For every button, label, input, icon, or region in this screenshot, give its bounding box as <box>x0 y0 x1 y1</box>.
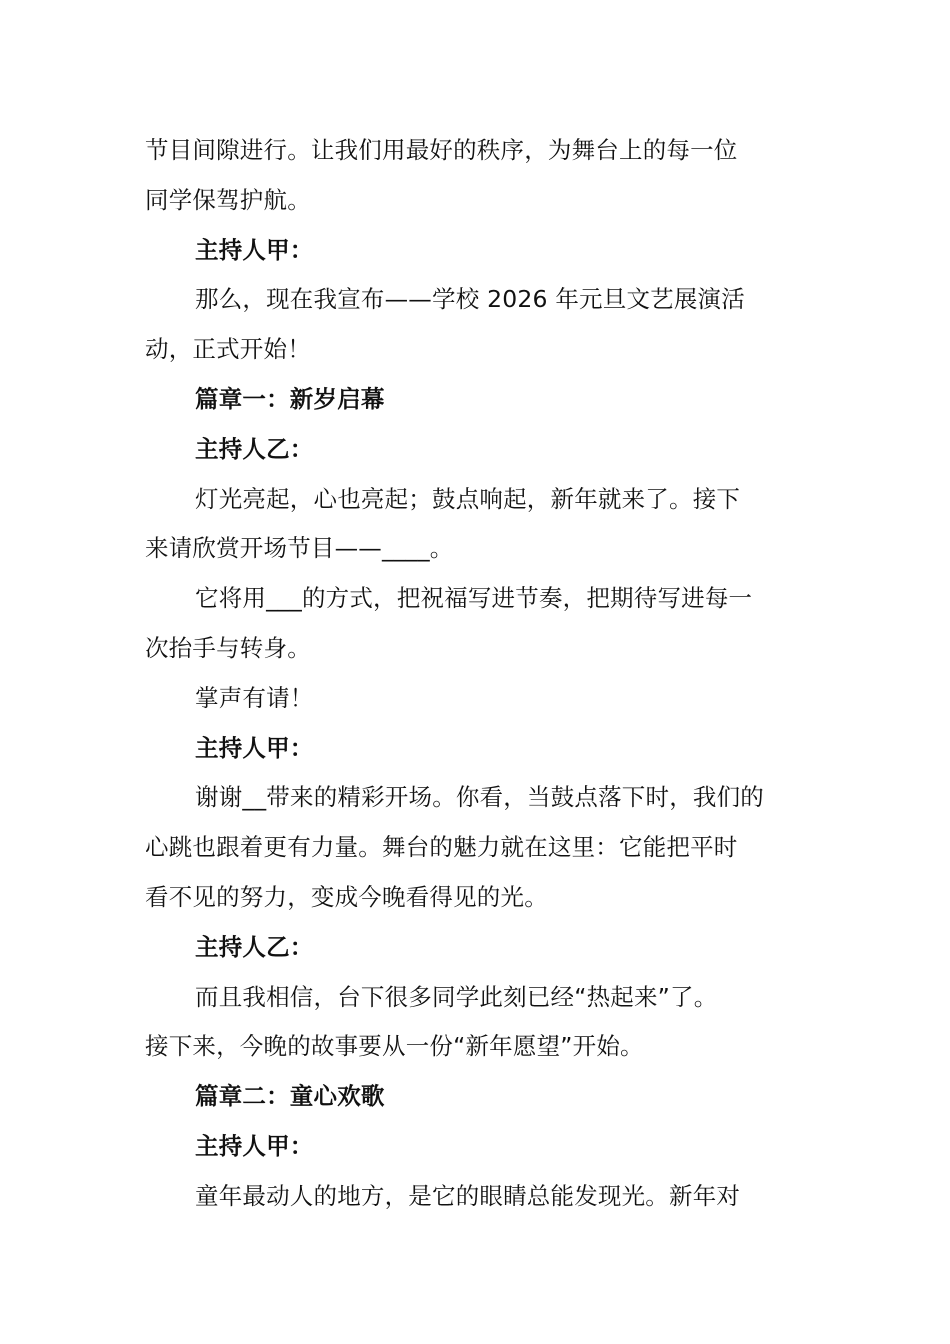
text-line: 童年最动人的地方，是它的眼睛总能发现光。新年对 <box>195 1181 741 1210</box>
text-line: 节目间隙进行。让我们用最好的秩序，为舞台上的每一位 <box>145 136 738 164</box>
speaker-heading: 主持人甲： <box>195 733 314 762</box>
chapter-heading: 篇章二：童心欢歌 <box>195 1082 385 1111</box>
text-line: 心跳也跟着更有力量。舞台的魅力就在这里：它能把平时 <box>145 833 738 862</box>
speaker-heading: 主持人甲： <box>195 1131 314 1160</box>
speaker-heading: 主持人乙： <box>195 932 314 961</box>
text-line: 它将用___的方式，把祝福写进节奏，把期待写进每一 <box>195 584 753 613</box>
text-line: 灯光亮起，心也亮起；鼓点响起，新年就来了。接下 <box>195 484 741 513</box>
speaker-heading: 主持人乙： <box>195 434 314 463</box>
text-line: 谢谢__带来的精彩开场。你看，当鼓点落下时，我们的 <box>195 783 764 812</box>
document-body <box>145 126 810 1222</box>
text-line: 接下来，今晚的故事要从一份“新年愿望”开始。 <box>145 1032 644 1061</box>
chapter-heading: 篇章一：新岁启幕 <box>195 384 385 413</box>
speaker-heading: 主持人甲： <box>195 235 314 264</box>
text-line: 同学保驾护航。 <box>145 185 311 214</box>
text-line: 而且我相信，台下很多同学此刻已经“热起来”了。 <box>195 982 718 1011</box>
text-line: 看不见的努力，变成今晚看得见的光。 <box>145 882 548 911</box>
text-line: 那么，现在我宣布——学校 2026 年元旦文艺展演活 <box>195 285 745 314</box>
text-line: 来请欣赏开场节目——____。 <box>145 534 454 563</box>
text-line: 动，正式开始！ <box>145 335 311 364</box>
text-line: 掌声有请！ <box>195 683 314 712</box>
text-line: 次抬手与转身。 <box>145 633 311 662</box>
